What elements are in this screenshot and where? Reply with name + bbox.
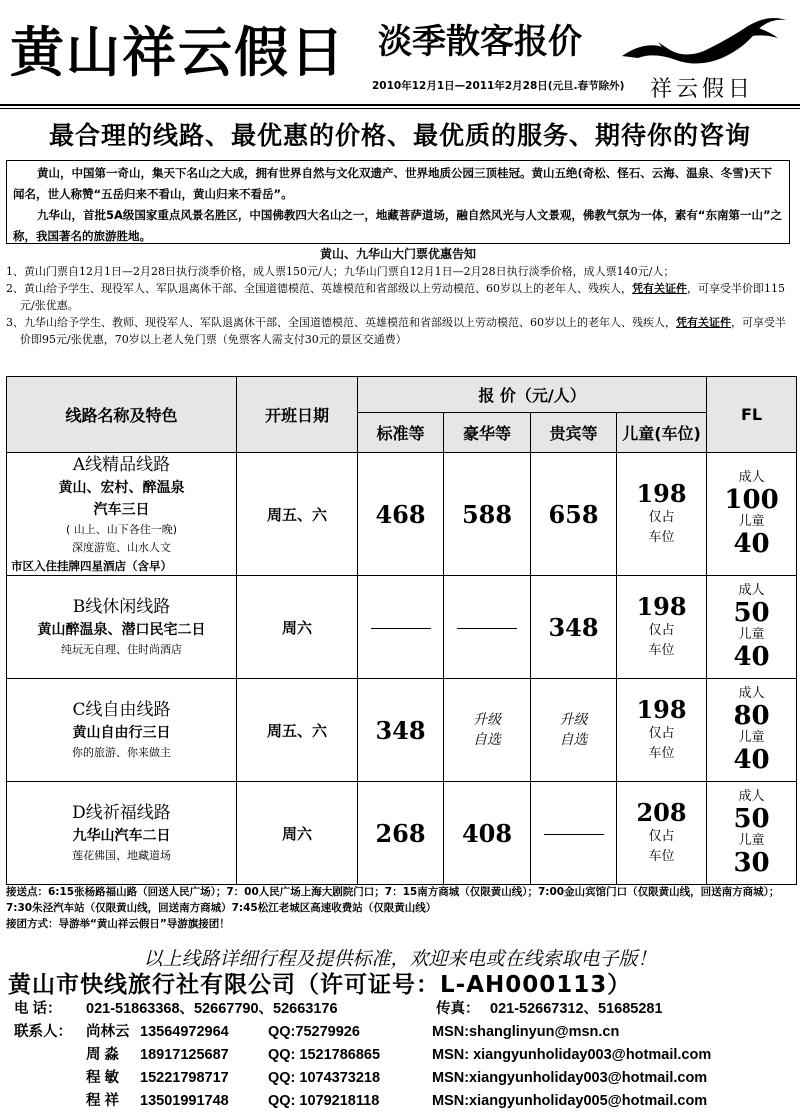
logo-text: 祥云假日: [650, 77, 755, 102]
notice-item: 3、九华山给予学生、教师、现役军人、军队退离休干部、全国道德模范、英雄模范和省部级以上劳动模范、60岁以上的老年人、残疾人，凭有关证件，可享受半价即95元/张优惠，70岁以上老人免门票（免票客人需支付30元的景区交通费）: [6, 316, 786, 346]
child-price: 198: [636, 592, 687, 621]
fl-cell: [707, 576, 797, 679]
dash: [371, 628, 431, 629]
price-vip: 658: [531, 453, 617, 576]
price-standard: 268: [358, 782, 444, 885]
price-deluxe: 408: [444, 782, 531, 885]
route-duration: 汽车三日: [93, 502, 150, 518]
phone-label: 电 话：: [14, 1001, 62, 1017]
col-standard-header: 标准等: [358, 413, 444, 453]
fl-adult: 100: [724, 485, 779, 515]
child-note: 仅占车位: [648, 623, 675, 658]
route-note: 莲花佛国、地藏道场: [72, 849, 171, 862]
days-cell: 周六: [237, 782, 358, 885]
contact-mobile: 18917125687: [140, 1047, 229, 1063]
route-note: 你的旅游、你来做主: [72, 746, 171, 759]
table-row: [7, 782, 797, 885]
ticket-notice: [6, 246, 790, 348]
fl-cell: [707, 679, 797, 782]
route-cell: [7, 679, 237, 782]
route-name: A线精品线路: [72, 455, 171, 475]
date-range: 2010年12月1日—2011年2月28日(元旦.春节除外): [372, 80, 625, 92]
slogan: 最合理的线路、最优惠的价格、最优质的服务、期待你的咨询: [48, 121, 751, 150]
pickup-method: 接团方式：导游举“黄山祥云假日”导游旗接团！: [6, 918, 230, 930]
person-label: 联系人：: [14, 1024, 72, 1040]
contact-name: 尚林云: [86, 1024, 130, 1040]
brand-title: 黄山祥云假日: [10, 20, 346, 84]
subtitle: 淡季散客报价: [378, 22, 582, 62]
child-note: 仅占车位: [648, 829, 675, 864]
contact-mobile: 15221798717: [140, 1070, 229, 1086]
fl-child-label: 儿童: [738, 730, 765, 745]
notice-item: 1、黄山门票自12月1日—2月28日执行淡季价格，成人票150元/人；九华山门票自12月1日—2月28日执行淡季价格，成人票140元/人；: [6, 265, 675, 278]
intro-jiuhuashan: 九华山，首批5A级国家重点风景名胜区，中国佛教四大名山之一，地藏菩萨道场，融自然风光与人文景观，佛教气氛为一体，素有“东南第一山”之称，我国著名的旅游胜地。: [13, 208, 783, 243]
fl-child: 30: [733, 848, 770, 878]
child-cell: [617, 576, 707, 679]
route-name: C线自由线路: [72, 700, 171, 720]
pickup-info: [6, 884, 796, 932]
dash: [544, 834, 604, 835]
child-cell: [617, 453, 707, 576]
route-name: D线祈福线路: [72, 803, 171, 823]
divider: [0, 104, 800, 106]
price-standard: 468: [358, 453, 444, 576]
price-vip: [531, 782, 617, 885]
closing-note: 以上线路详细行程及提供标准，欢迎来电或在线索取电子版！: [143, 948, 657, 970]
route-places: 九华山汽车二日: [72, 828, 171, 844]
fax-numbers: 021-52667312、51685281: [490, 1001, 663, 1017]
route-cell: [7, 576, 237, 679]
fl-child: 40: [733, 642, 770, 672]
intro-box: [6, 160, 790, 244]
contact-qq: QQ: 1074373218: [268, 1070, 381, 1086]
fl-child-label: 儿童: [738, 514, 765, 529]
contact-msn: MSN: xiangyunholiday003@hotmail.com: [432, 1047, 712, 1063]
col-child-header: 儿童(车位): [617, 413, 707, 453]
contact-mobile: 13501991748: [140, 1093, 229, 1109]
price-standard: 348: [358, 679, 444, 782]
fl-child-label: 儿童: [738, 627, 765, 642]
col-price-group-header: 报 价（元/人）: [358, 377, 707, 413]
price-table: [6, 376, 797, 885]
days-cell: 周五、六: [237, 453, 358, 576]
route-places: 黄山自由行三日: [72, 725, 171, 741]
contact-row: [14, 1090, 794, 1113]
child-price: 198: [636, 479, 687, 508]
route-name: B线休闲线路: [72, 597, 171, 617]
price-deluxe: 588: [444, 453, 531, 576]
fl-cell: [707, 453, 797, 576]
price-vip: [531, 679, 617, 782]
fl-adult: 80: [733, 701, 770, 731]
price-deluxe: [444, 576, 531, 679]
intro-huangshan: 黄山，中国第一奇山，集天下名山之大成，拥有世界自然与文化双遗产、世界地质公园三顶桂冠。黄山五绝(奇松、怪石、云海、温泉、冬雪)天下闻名，世人称赞“五岳归来不看山，黄山归来不看岳”。: [13, 166, 773, 201]
notice-item: 2、黄山给予学生、现役军人、军队退离休干部、全国道德模范、英雄模范和省部级以上劳动模范、60岁以上的老年人、残疾人，凭有关证件，可享受半价即115元/张优惠。: [6, 282, 785, 312]
col-days-header: 开班日期: [237, 377, 358, 453]
fl-cell: [707, 782, 797, 885]
fl-child: 40: [733, 529, 770, 559]
crane-logo-icon: [618, 8, 790, 72]
child-price: 198: [636, 695, 687, 724]
child-cell: [617, 782, 707, 885]
header: [0, 0, 800, 104]
col-deluxe-header: 豪华等: [444, 413, 531, 453]
route-note: 深度游览、山水人文: [72, 541, 171, 554]
phone-row: [14, 998, 794, 1021]
upgrade-note: 升级自选: [473, 712, 501, 748]
days-cell: 周五、六: [237, 679, 358, 782]
fax-label: 传真：: [436, 1001, 480, 1017]
col-fl-header: FL: [707, 377, 797, 453]
table-row: [7, 679, 797, 782]
contact-row: [14, 1021, 794, 1044]
dash: [457, 628, 517, 629]
fl-adult-label: 成人: [738, 583, 765, 598]
phone-numbers: 021-51863368、52667790、52663176: [86, 1001, 338, 1017]
days-cell: 周六: [237, 576, 358, 679]
contact-mobile: 13564972964: [140, 1024, 229, 1040]
upgrade-note: 升级自选: [559, 712, 588, 748]
child-cell: [617, 679, 707, 782]
contact-msn: MSN:xiangyunholiday003@hotmail.com: [432, 1070, 708, 1086]
contact-qq: QQ: 1079218118: [268, 1093, 380, 1109]
contact-row: [14, 1067, 794, 1090]
route-note: ( 山上、山下各住一晚): [65, 523, 178, 536]
price-deluxe: [444, 679, 531, 782]
pickup-points: 接送点：6:15张杨路福山路（回送人民广场）；7：00人民广场上海大剧院门口；7：15南方商城（仅限黄山线）；7:00金山宾馆门口（仅限黄山线，回送南方商城）；7:30朱泾汽车站（仅限黄山线，回送南方商城）7:45松江老城区高速收费站（仅限黄山线）: [6, 886, 780, 914]
divider: [0, 108, 800, 109]
route-note: 纯玩无自理、住时尚酒店: [61, 643, 182, 656]
table-row: [7, 453, 797, 576]
route-hotel: 市区入住挂牌四星酒店（含早）: [11, 559, 172, 573]
contact-msn: MSN:shanglinyun@msn.cn: [432, 1024, 620, 1040]
fl-adult: 50: [733, 804, 770, 834]
contact-qq: QQ: 1521786865: [268, 1047, 381, 1063]
route-places: 黄山醉温泉、潜口民宅二日: [37, 622, 206, 638]
contacts: [14, 998, 794, 1113]
company-name: 黄山市快线旅行社有限公司（许可证号：L-AH000113）: [8, 972, 632, 998]
route-cell: [7, 453, 237, 576]
fl-child: 40: [733, 745, 770, 775]
child-note: 仅占车位: [648, 510, 675, 545]
col-route-header: 线路名称及特色: [7, 377, 237, 453]
price-vip: 348: [531, 576, 617, 679]
child-note: 仅占车位: [648, 726, 675, 761]
price-standard: [358, 576, 444, 679]
route-cell: [7, 782, 237, 885]
col-vip-header: 贵宾等: [531, 413, 617, 453]
contact-name: 程 祥: [86, 1093, 120, 1109]
contact-qq: QQ:75279926: [268, 1024, 360, 1040]
route-places: 黄山、宏村、醉温泉: [58, 480, 185, 496]
fl-adult-label: 成人: [738, 470, 765, 485]
notice-title: 黄山、九华山大门票优惠告知: [319, 247, 476, 261]
table-row: [7, 576, 797, 679]
fl-adult: 50: [733, 598, 770, 628]
fl-adult-label: 成人: [738, 789, 765, 804]
contact-name: 周 淼: [86, 1047, 120, 1063]
child-price: 208: [636, 798, 687, 827]
fl-child-label: 儿童: [738, 833, 765, 848]
contact-msn: MSN:xiangyunholiday005@hotmail.com: [432, 1093, 708, 1109]
contact-name: 程 敏: [86, 1070, 120, 1086]
fl-adult-label: 成人: [738, 686, 765, 701]
contact-row: [14, 1044, 794, 1067]
